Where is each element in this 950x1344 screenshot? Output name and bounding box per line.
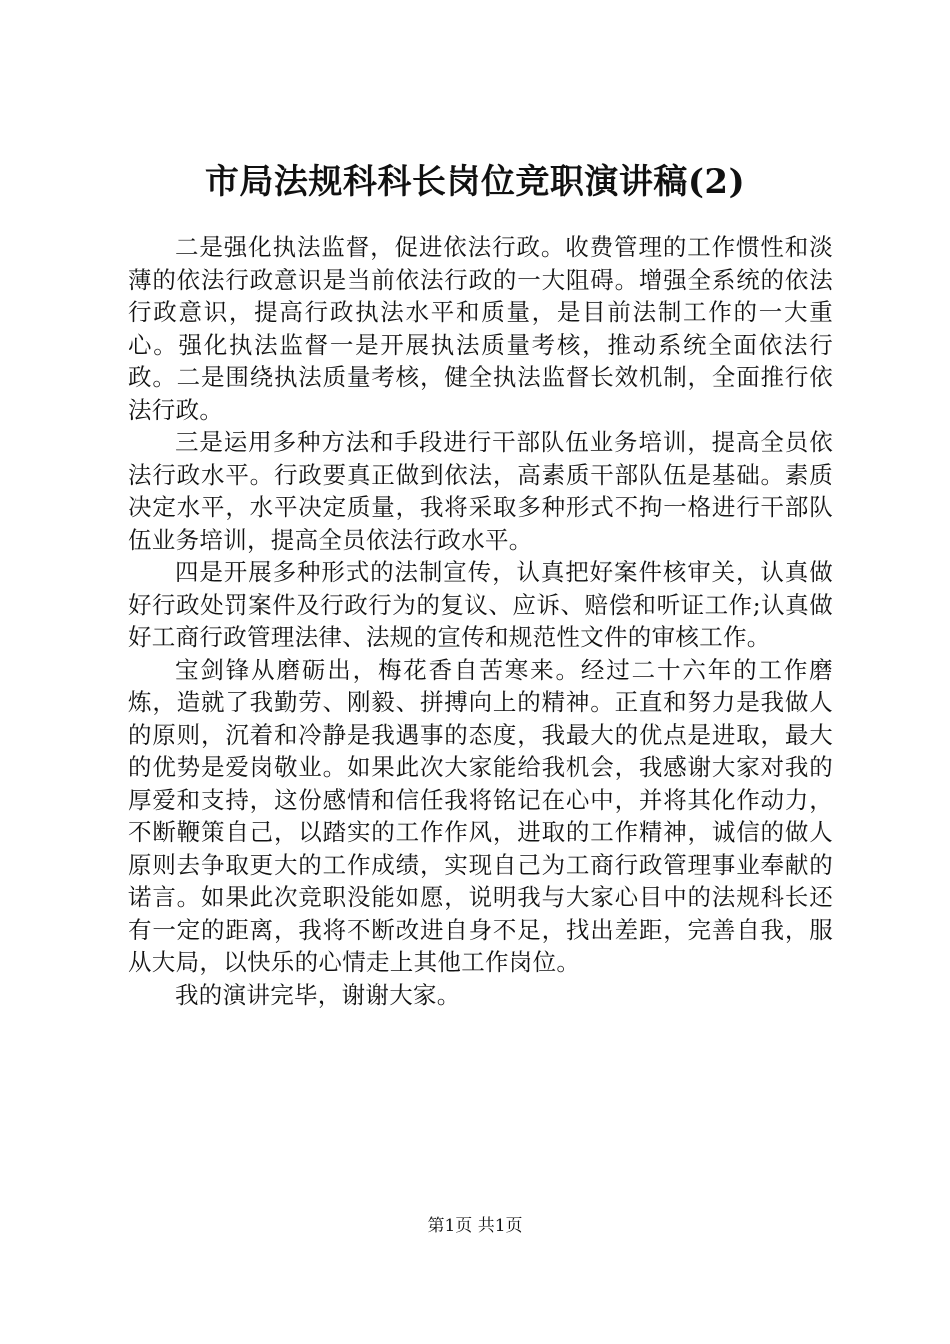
paragraph-2: 三是运用多种方法和手段进行干部队伍业务培训，提高全员依法行政水平。行政要真正做到依法，高素质干部队伍是基础。素质决定水平，水平决定质量，我将采取多种形式不拘一格进行干部队伍业务培训，提高全员依法行政水平。 [128,428,833,554]
document-body [128,231,833,1011]
page-footer: 第1页 共1页 [427,1216,523,1236]
paragraph-5: 我的演讲完毕，谢谢大家。 [175,980,461,1009]
paragraph-4: 宝剑锋从磨砺出，梅花香自苦寒来。经过二十六年的工作磨炼，造就了我勤劳、刚毅、拼搏向上的精神。正直和努力是我做人的原则，沉着和冷静是我遇事的态度，我最大的优点是进取，最大的优势是爱岗敬业。如果此次大家能给我机会，我感谢大家对我的厚爱和支持，这份感情和信任我将铭记在心中，并将其化作动力，不断鞭策自己，以踏实的工作作风，进取的工作精神，诚信的做人原则去争取更大的工作成绩，实现自己为工商行政管理事业奉献的诺言。如果此次竞职没能如愿，说明我与大家心目中的法规科长还有一定的距离，我将不断改进自身不足，找出差距，完善自我，服从大局，以快乐的心情走上其他工作岗位。 [128,655,833,976]
document-title: 市局法规科科长岗位竞职演讲稿(2) [204,162,746,202]
paragraph-3: 四是开展多种形式的法制宣传，认真把好案件核审关，认真做好行政处罚案件及行政行为的复议、应诉、赔偿和听证工作;认真做好工商行政管理法律、法规的宣传和规范性文件的审核工作。 [128,558,833,651]
paragraph-1: 二是强化执法监督，促进依法行政。收费管理的工作惯性和淡薄的依法行政意识是当前依法行政的一大阻碍。增强全系统的依法行政意识，提高行政执法水平和质量，是目前法制工作的一大重心。强化执法监督一是开展执法质量考核，推动系统全面依法行政。二是围绕执法质量考核，健全执法监督长效机制，全面推行依法行政。 [128,233,833,424]
